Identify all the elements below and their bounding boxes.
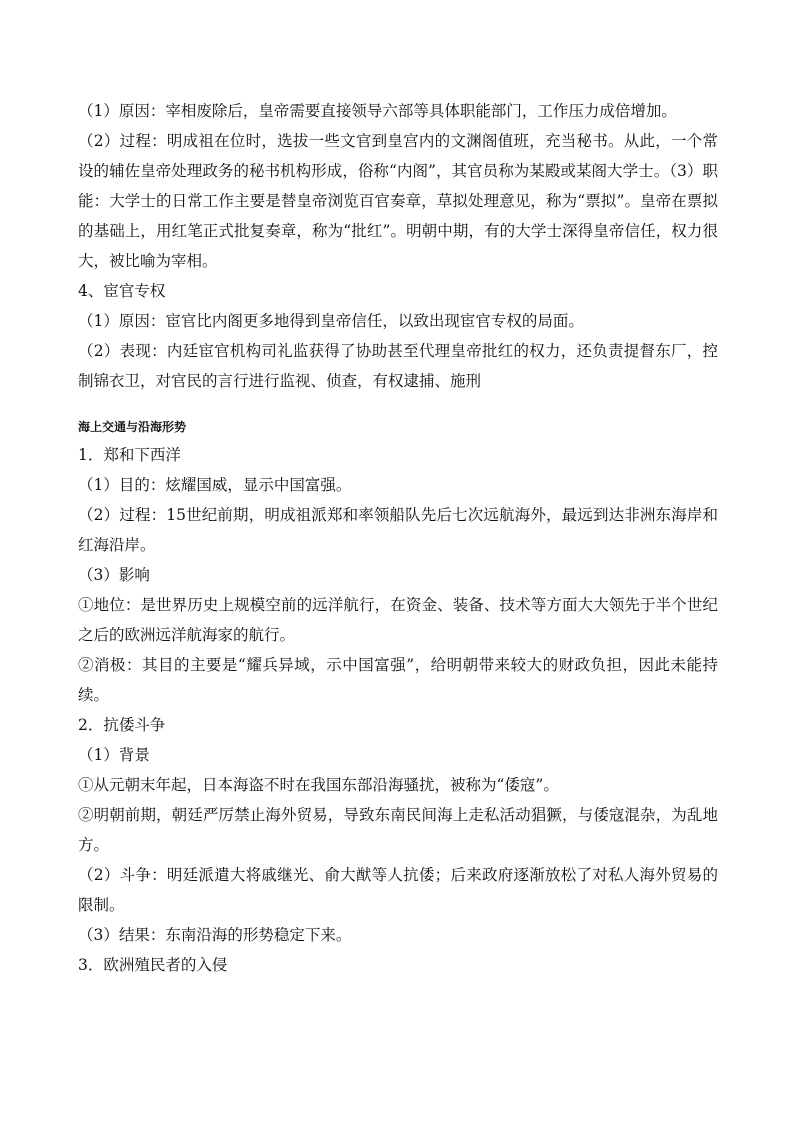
paragraph-zhenghe-process: （2）过程：15世纪前期，明成祖派郑和率领船队先后七次远航海外，最远到达非洲东海岸和红海沿岸。 xyxy=(78,506,718,554)
paragraph-anti-wokou-result: （3）结果：东南沿海的形势稳定下来。 xyxy=(78,926,352,944)
document-page xyxy=(78,96,718,980)
heading-eunuch-power: 4、宦官专权 xyxy=(78,282,166,300)
section-title: 海上交通与沿海形势 xyxy=(78,420,187,434)
paragraph-wokou-origin: ①从元朝末年起，日本海盗不时在我国东部沿海骚扰，被称为“倭寇”。 xyxy=(78,776,559,794)
heading-anti-wokou: 2．抗倭斗争 xyxy=(78,716,166,734)
heading-anti-wokou-background: （1）背景 xyxy=(78,746,150,764)
paragraph-zhenghe-purpose: （1）目的：炫耀国威，显示中国富强。 xyxy=(78,476,352,494)
paragraph-zhenghe-negative: ②消极：其目的主要是“耀兵异域，示中国富强”，给明朝带来较大的财政负担，因此未能持续。 xyxy=(78,656,718,704)
paragraph-neige-reason: （1）原因：宰相废除后，皇帝需要直接领导六部等具体职能部门，工作压力成倍增加。 xyxy=(78,102,677,120)
paragraph-eunuch-manifestation: （2）表现：内廷宦官机构司礼监获得了协助甚至代理皇帝批红的权力，还负责提督东厂，控制锦衣卫，对官民的言行进行监视、侦查，有权逮捕、施刑 xyxy=(78,342,718,390)
heading-european-invasion: 3．欧洲殖民者的入侵 xyxy=(78,956,228,974)
paragraph-eunuch-reason: （1）原因：宦官比内阁更多地得到皇帝信任，以致出现宦官专权的局面。 xyxy=(78,312,584,330)
heading-zhenghe: 1．郑和下西洋 xyxy=(78,446,181,464)
paragraph-maritime-ban: ②明朝前期，朝廷严厉禁止海外贸易，导致东南民间海上走私活动猖獗，与倭寇混杂，为乱地方。 xyxy=(78,806,718,854)
heading-zhenghe-impact: （3）影响 xyxy=(78,566,150,584)
paragraph-neige-process: （2）过程：明成祖在位时，选拔一些文官到皇宫内的文渊阁值班，充当秘书。从此，一个常设的辅佐皇帝处理政务的秘书机构形成，俗称“内阁”，其官员称为某殿或某阁大学士。（3）职能：大学士的日常工作主要是替皇帝浏览百官奏章，草拟处理意见，称为“票拟”。皇帝在票拟的基础上，用红笔正式批复奏章，称为“批红”。明朝中期，有的大学士深得皇帝信任，权力很大，被比喻为宰相。 xyxy=(78,132,718,270)
paragraph-zhenghe-status: ①地位：是世界历史上规模空前的远洋航行，在资金、装备、技术等方面大大领先于半个世纪之后的欧洲远洋航海家的航行。 xyxy=(78,596,718,644)
paragraph-anti-wokou-struggle: （2）斗争：明廷派遣大将戚继光、俞大猷等人抗倭；后来政府逐渐放松了对私人海外贸易的限制。 xyxy=(78,866,718,914)
